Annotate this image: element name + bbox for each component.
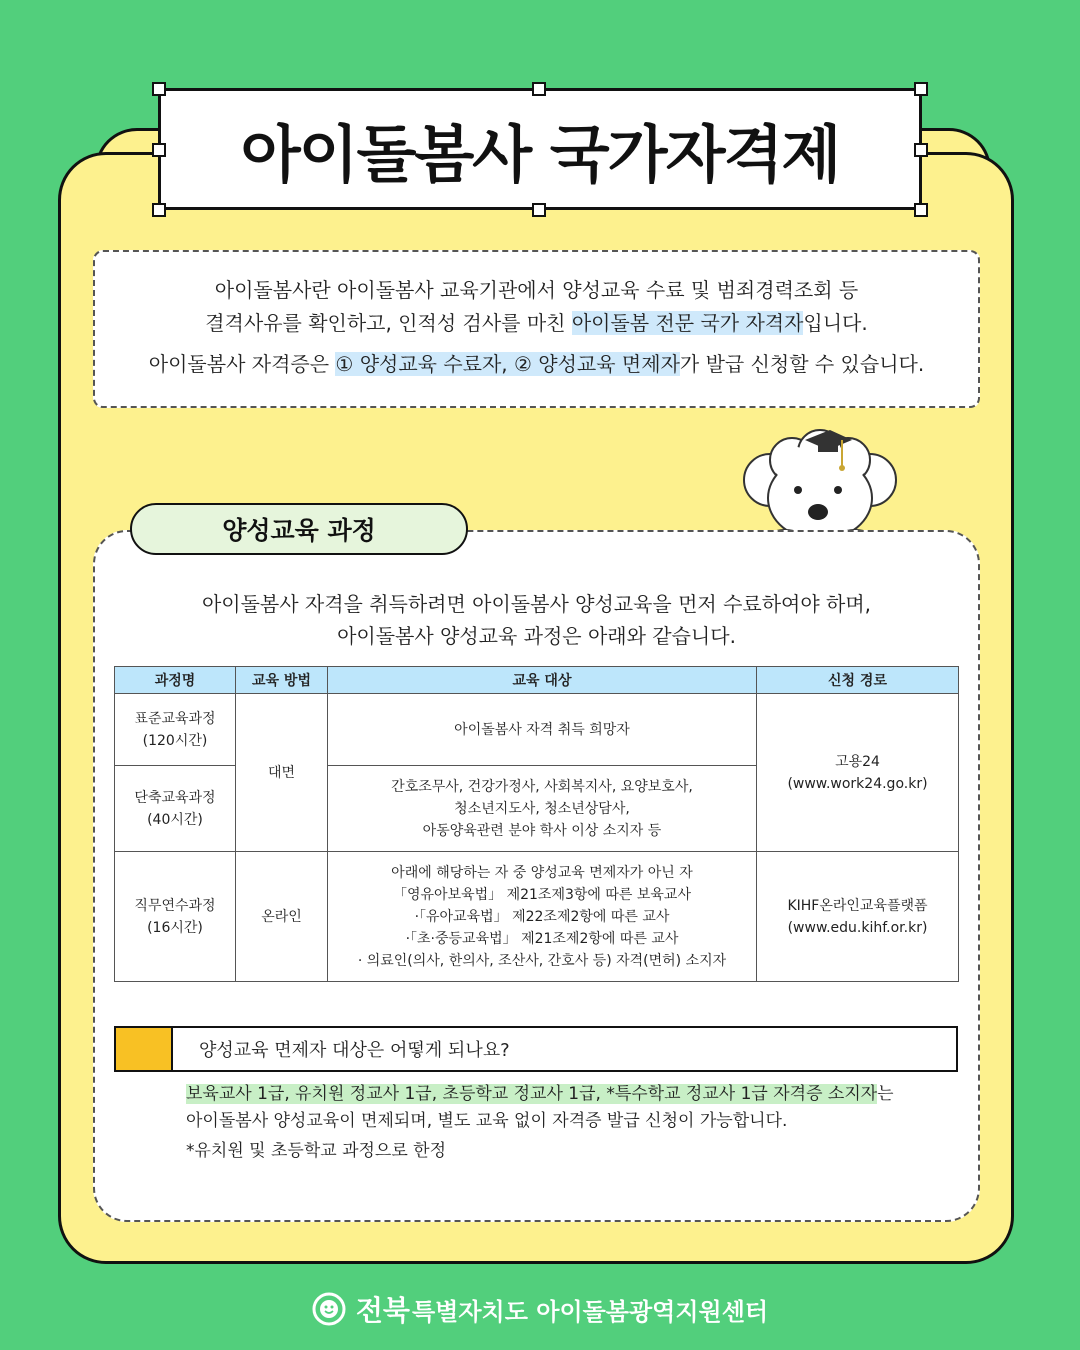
faq-answer-line-1 xyxy=(186,1081,894,1108)
selection-handle xyxy=(532,82,546,96)
table-row xyxy=(115,852,959,982)
target-line: ·「초·중등교육법」 제21조제2항에 따른 교사 xyxy=(405,930,679,947)
intro-line-3-end: 가 발급 신청할 수 있습니다. xyxy=(679,352,925,376)
intro-line-3 xyxy=(95,348,978,381)
course-name: 표준교육과정 xyxy=(134,710,216,727)
course-hours: (16시간) xyxy=(147,919,203,936)
table-header-row xyxy=(115,667,959,694)
faq-answer-highlight: 보육교사 1급, 유치원 정교사 1급, 초등학교 정교사 1급, *특수학교 정교사 1급 자격증 소지자 xyxy=(186,1084,878,1104)
intro-line-2 xyxy=(95,307,978,340)
method-cell: 온라인 xyxy=(236,852,328,982)
selection-handle xyxy=(914,203,928,217)
route-url: (www.work24.go.kr) xyxy=(787,775,928,792)
target-line: · 의료인(의사, 한의사, 조산사, 간호사 등) 자격(면허) 소지자 xyxy=(357,952,727,969)
education-table xyxy=(114,666,959,982)
course-name-cell xyxy=(115,852,236,982)
course-intro-line-2: 아이돌봄사 양성교육 과정은 아래와 같습니다. xyxy=(337,624,736,648)
route-url: (www.edu.kihf.or.kr) xyxy=(787,919,928,936)
table-header: 과정명 xyxy=(115,667,236,694)
table-header: 신청 경로 xyxy=(757,667,959,694)
course-name-cell xyxy=(115,694,236,766)
course-section-label: 양성교육 과정 xyxy=(130,503,468,555)
table-header: 교육 대상 xyxy=(328,667,757,694)
route-cell xyxy=(757,852,959,982)
footer-logo xyxy=(0,1286,1080,1332)
intro-line-1: 아이돌봄사란 아이돌봄사 교육기관에서 양성교육 수료 및 범죄경력조회 등 xyxy=(214,278,859,302)
target-cell xyxy=(328,766,757,852)
page-title: 아이돌봄사 국가자격제 xyxy=(240,117,840,191)
faq-note: *유치원 및 초등학교 과정으로 한정 xyxy=(186,1141,447,1161)
course-intro-line-1: 아이돌봄사 자격을 취득하려면 아이돌봄사 양성교육을 먼저 수료하여야 하며, xyxy=(201,592,872,616)
selection-handle xyxy=(532,203,546,217)
target-line: ·「유아교육법」 제22조제2항에 따른 교사 xyxy=(414,908,670,925)
intro-line-2-text: 결격사유를 확인하고, 인적성 검사를 마친 xyxy=(205,311,572,335)
smiley-logo-icon xyxy=(312,1292,346,1326)
faq-question-bar xyxy=(114,1026,958,1072)
selection-handle xyxy=(152,143,166,157)
target-line: 청소년지도사, 청소년상담사, xyxy=(454,800,630,817)
faq-answer-particle: 는 xyxy=(877,1084,894,1104)
target-line: 아동양육관련 분야 학사 이상 소지자 등 xyxy=(422,822,662,839)
target-line: 아래에 해당하는 자 중 양성교육 면제자가 아닌 자 xyxy=(391,864,693,881)
intro-line-2-end: 입니다. xyxy=(803,311,868,335)
course-hours: (40시간) xyxy=(147,811,203,828)
intro-line-3-text: 아이돌봄사 자격증은 xyxy=(148,352,336,376)
intro-highlight: 아이돌봄 전문 국가 자격자 xyxy=(571,311,804,335)
course-name: 직무연수과정 xyxy=(134,897,216,914)
course-name-cell xyxy=(115,766,236,852)
selection-handle xyxy=(914,143,928,157)
course-intro xyxy=(93,588,980,652)
route-name: 고용24 xyxy=(835,753,880,770)
method-cell: 대면 xyxy=(236,694,328,852)
faq-answer xyxy=(186,1081,894,1165)
target-line: 아이돌봄사 자격 취득 희망자 xyxy=(454,721,630,738)
route-name: KIHF온라인교육플랫폼 xyxy=(787,897,928,914)
faq-question: 양성교육 면제자 대상은 어떻게 되나요? xyxy=(199,1040,510,1061)
footer-region: 전북 xyxy=(355,1294,410,1327)
selection-handle xyxy=(152,203,166,217)
target-line: 간호조무사, 건강가정사, 사회복지사, 요양보호사, xyxy=(391,778,693,795)
target-cell xyxy=(328,852,757,982)
selection-handle xyxy=(914,82,928,96)
target-cell xyxy=(328,694,757,766)
selection-handle xyxy=(152,82,166,96)
target-line: 「영유아보육법」 제21조제3항에 따른 보육교사 xyxy=(393,886,691,903)
table-header: 교육 방법 xyxy=(236,667,328,694)
intro-box xyxy=(93,250,980,408)
course-hours: (120시간) xyxy=(142,732,208,749)
intro-highlight-eligibility: ① 양성교육 수료자, ② 양성교육 면제자 xyxy=(335,352,680,376)
faq-marker xyxy=(116,1028,173,1070)
title-box xyxy=(158,88,922,210)
table-row xyxy=(115,694,959,766)
route-cell xyxy=(757,694,959,852)
faq-answer-line-2: 아이돌봄사 양성교육이 면제되며, 별도 교육 없이 자격증 발급 신청이 가능합니다. xyxy=(186,1111,788,1131)
footer-org-name: 특별자치도 아이돌봄광역지원센터 xyxy=(411,1297,769,1326)
course-name: 단축교육과정 xyxy=(134,789,216,806)
